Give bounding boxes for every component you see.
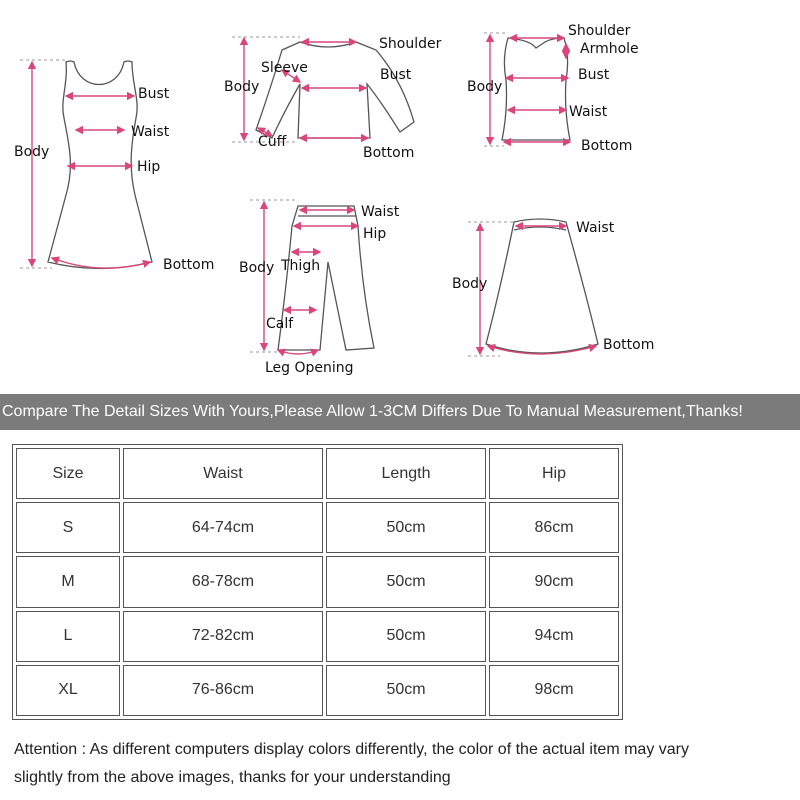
note-line-2: slightly from the above images, thanks for your understanding xyxy=(14,769,451,786)
cell-length: 50cm xyxy=(326,665,486,716)
vest-shoulder-label: Shoulder xyxy=(568,23,631,39)
pants-thigh-label: Thigh xyxy=(281,258,321,274)
top-outline xyxy=(256,42,414,138)
top-shoulder-label: Shoulder xyxy=(379,36,442,52)
pants-hip-label: Hip xyxy=(363,226,387,242)
vest-waist-label: Waist xyxy=(569,104,608,120)
table-header-row xyxy=(16,448,619,499)
size-chart-table xyxy=(12,444,623,720)
dress-bust-label: Bust xyxy=(138,86,170,102)
top-bust-label: Bust xyxy=(380,67,412,83)
dress-body-label: Body xyxy=(14,144,50,160)
top-diagram xyxy=(224,36,442,161)
skirt-outline xyxy=(486,219,598,353)
cell-waist: 68-78cm xyxy=(123,556,323,607)
vest-bust-label: Bust xyxy=(578,67,610,83)
cell-size: M xyxy=(16,556,120,607)
pants-calf-label: Calf xyxy=(266,316,294,332)
vest-armhole-label: Armhole xyxy=(580,41,639,57)
cell-waist: 64-74cm xyxy=(123,502,323,553)
note-line-1: Attention : As different computers display colors differently, the color of the actual item may vary xyxy=(14,741,689,758)
dress-hip-label: Hip xyxy=(137,159,161,175)
table-row xyxy=(16,502,619,553)
cell-waist: 72-82cm xyxy=(123,611,323,662)
cell-length: 50cm xyxy=(326,611,486,662)
vest-outline xyxy=(502,38,570,140)
notice-banner: Compare The Detail Sizes With Yours,Please Allow 1-3CM Differs Due To Manual Measurement,Thanks! xyxy=(0,394,800,430)
cell-hip: 94cm xyxy=(489,611,619,662)
cell-size: L xyxy=(16,611,120,662)
top-sleeve-label: Sleeve xyxy=(261,60,308,76)
pants-leg-opening-label: Leg Opening xyxy=(265,360,354,376)
skirt-diagram xyxy=(452,219,654,356)
skirt-body-label: Body xyxy=(452,276,488,292)
top-bottom-label: Bottom xyxy=(363,145,415,161)
table-row xyxy=(16,665,619,716)
cell-length: 50cm xyxy=(326,502,486,553)
dress-diagram xyxy=(14,60,214,273)
cell-length: 50cm xyxy=(326,556,486,607)
table-row xyxy=(16,556,619,607)
pants-diagram xyxy=(239,200,400,376)
cell-hip: 86cm xyxy=(489,502,619,553)
table-row xyxy=(16,611,619,662)
top-body-label: Body xyxy=(224,79,260,95)
dress-waist-label: Waist xyxy=(131,124,170,140)
header-waist: Waist xyxy=(123,448,323,499)
pants-body-label: Body xyxy=(239,260,275,276)
measurement-diagrams xyxy=(0,0,800,390)
vest-bottom-label: Bottom xyxy=(581,138,633,154)
cell-hip: 90cm xyxy=(489,556,619,607)
top-cuff-label: Cuff xyxy=(258,134,287,150)
skirt-bottom-label: Bottom xyxy=(603,337,655,353)
vest-diagram xyxy=(467,23,639,154)
cell-size: S xyxy=(16,502,120,553)
cell-hip: 98cm xyxy=(489,665,619,716)
cell-size: XL xyxy=(16,665,120,716)
dress-bottom-label: Bottom xyxy=(163,257,215,273)
header-length: Length xyxy=(326,448,486,499)
cell-waist: 76-86cm xyxy=(123,665,323,716)
attention-note xyxy=(14,736,794,792)
skirt-waist-label: Waist xyxy=(576,220,615,236)
header-hip: Hip xyxy=(489,448,619,499)
header-size: Size xyxy=(16,448,120,499)
pants-waist-label: Waist xyxy=(361,204,400,220)
vest-body-label: Body xyxy=(467,79,503,95)
